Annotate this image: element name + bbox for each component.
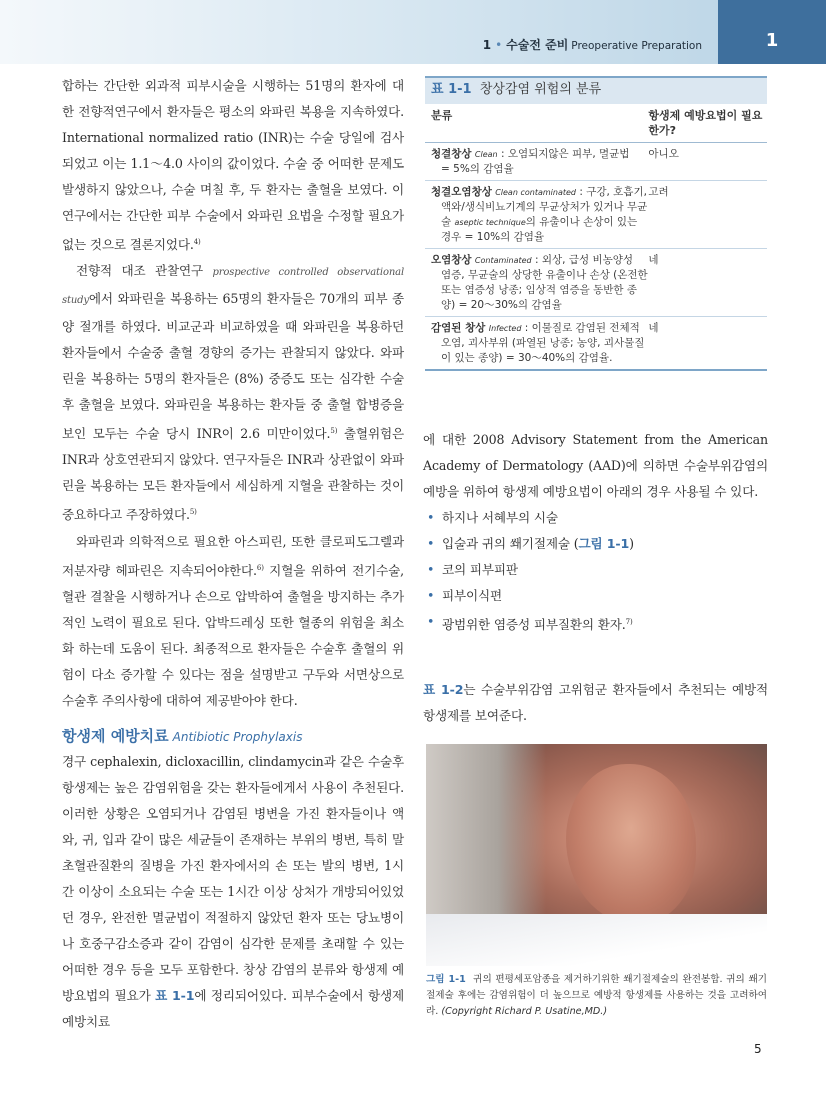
table-row (425, 249, 767, 317)
table-row (425, 181, 767, 249)
category-desc: : 외상, 급성 비농양성 (531, 254, 634, 266)
table-reference-link[interactable]: 표 1-1 (155, 988, 195, 1003)
chapter-number: 1 (482, 38, 492, 52)
category-en: Contaminated (474, 256, 532, 265)
category-en: Clean contaminated (495, 188, 576, 197)
paragraph (62, 749, 404, 1035)
table-row (425, 143, 767, 181)
paragraph-text: 와파린과 의학적으로 필요한 아스피린, 또한 클로피도그렐과 저분자량 헤파린은 지속되어야한다. (62, 533, 404, 578)
table-1-1 (425, 76, 767, 371)
prophylaxis-need: 네 (648, 322, 659, 334)
left-column-lower (62, 749, 404, 1035)
category-name: 감염된 창상 (431, 322, 486, 334)
caption-credit: (Copyright Richard P. Usatine,MD.) (441, 1006, 608, 1017)
category-desc: 염증, 무균술의 상당한 유출이나 손상 (온전한 또는 염증성 낭종; 임상적 염증을 동반한 종양) = 20～30%의 감염율 (441, 269, 648, 311)
paragraph-text: 에서 와파린을 복용하는 65명의 환자들은 70개의 피부 종양 절개를 하였다. 비교군과 비교하였을 때 와파린을 복용하던 환자들에서 수술중 출혈 경향의 증가는 관찰되지 않았다. 와파린을 복용하는 5명의 환자들은 (8%) 중증도 또는 심각한 수술후 출혈을 보였다. 와파린을 복용하는 환자들 중 출혈 합병증을 보인 모두는 수술 당시 INR이 2.6 미만이었다. (62, 291, 404, 442)
section-title-en: Antibiotic Prophylaxis (172, 730, 303, 744)
caption-text: 귀의 편평세포암종을 제거하기위한 쐐기절제술의 완전봉합. 귀의 쐐기절제술 후에는 감염위험이 더 높으므로 예방적 항생제를 사용하는 것을 고려하여라. (426, 974, 767, 1017)
paragraph (62, 73, 404, 258)
left-column (62, 73, 404, 714)
paragraph-text: 전향적 대조 관찰연구 (76, 263, 204, 279)
category-en: Clean (474, 150, 498, 159)
category-name: 오염창상 (431, 254, 472, 266)
table-row (425, 317, 767, 371)
category-desc: : 오염되지않은 피부, 멸균법 (497, 148, 630, 160)
reference-mark: 6) (256, 563, 264, 572)
paragraph-text: 에 정리되어있다. 피부수술에서 항생제 예방치료 (62, 988, 404, 1029)
category-desc: : 구강, 호흡기, (575, 186, 647, 198)
drape-region (426, 914, 767, 966)
category-en: aseptic technique (454, 218, 526, 227)
page-header (0, 0, 826, 64)
reference-mark: 7) (625, 618, 633, 626)
paragraph-text: 지혈을 위하여 전기수술, 혈관 결찰을 시행하거나 손으로 압박하여 출혈을 방지하는 추가적인 노력이 필요로 된다. 압박드레싱 또한 혈종의 위험을 최소화 하는데 도움이 된다. 최종적으로 환자들은 수술후 출혈의 위험이 다소 증가할 수 있다는 점을 설명받고 구두와 서면상으로 수술후 주의사항에 대하여 제공받아야 한다. (62, 562, 404, 708)
paragraph: 에 대한 2008 Advisory Statement from the American Academy of Dermatology (AAD)에 의하면 수술부위감염의 예방을 위하여 항생제 예방요법이 아래의 경우 사용될 수 있다. (423, 432, 768, 499)
category-desc: 오염, 괴사부위 (파열된 낭종; 농양, 괴사물질이 있는 종양) = 30～40%의 감염율. (441, 337, 645, 364)
category-desc: 액와/생식비뇨기계의 무균상처가 있거나 무균술 (441, 201, 648, 228)
category-en: Infected (488, 324, 522, 333)
bullet-list (423, 505, 768, 638)
chapter-title-ko: 수술전 준비 (506, 38, 569, 52)
prophylaxis-need: 아니오 (648, 148, 679, 160)
list-item-text: 코의 피부피판 (442, 562, 518, 577)
list-item (423, 557, 768, 583)
category-desc: = 5%의 감염율 (441, 163, 514, 175)
list-item-text: 입술과 귀의 쐐기절제술 ( (442, 536, 579, 551)
running-head (483, 36, 702, 53)
prophylaxis-need: 고려 (648, 186, 669, 198)
reference-mark: 5) (330, 427, 338, 436)
separator-dot: • (495, 38, 503, 52)
reference-mark: 4) (193, 238, 201, 246)
right-column-lower (423, 677, 768, 729)
list-item (423, 609, 768, 638)
list-item-text: 광범위한 염증성 피부질환의 환자. (442, 617, 626, 633)
ear-region (566, 764, 696, 924)
table-header (425, 104, 767, 143)
paragraph (62, 258, 404, 528)
figure-caption (426, 972, 767, 1020)
english-term: prospective controlled observational study (62, 267, 404, 307)
list-item (423, 505, 768, 531)
paragraph-text: 출혈위험은 INR과 상호연관되지 않았다. 연구자들은 INR과 상관없이 와파린을 복용하는 모든 환자들에서 세심하게 지혈을 관찰하는 것이 중요하다고 주장하였다. (62, 426, 404, 523)
page-number: 5 (754, 1042, 762, 1056)
prophylaxis-need: 네 (648, 254, 659, 266)
category-name: 청결오염창상 (431, 186, 492, 198)
right-column (423, 427, 768, 638)
category-desc: : 이물질로 감염된 전체적 (521, 322, 640, 334)
ear-wedge-excision-photo (426, 744, 767, 966)
section-heading (62, 725, 302, 746)
list-item (423, 583, 768, 609)
table-label: 표 1-1 (431, 82, 472, 97)
paragraph (62, 529, 404, 714)
paragraph-text: 경구 cephalexin, dicloxacillin, clindamycin과 같은 수술후 항생제는 높은 감염위험을 갖는 환자들에게서 사용이 추천된다. 이러한 상황은 오염되거나 감염된 병변을 가진 환자들이나 액와, 귀, 입과 같이 많은 세균들이 존재하는 부위의 병변, 특히 말초혈관질환의 질병을 가진 환자에서의 손 또는 발의 병변, 1시간 이상이 소요되는 수술 또는 1시간 이상 상처가 개방되어있었던 경우, 완전한 멸균법이 적절하지 않았던 환자 또는 당뇨병이나 호중구감소증과 같이 감염이 심각한 문제를 초래할 수 있는 어떠한 경우 등을 모두 포함한다. 창상 감염의 분류와 항생제 예방요법의 필요가 (62, 754, 404, 1003)
column-header: 분류 (431, 109, 453, 122)
figure-label: 그림 1-1 (426, 974, 466, 985)
table-reference-link[interactable]: 표 1-2 (423, 682, 464, 697)
reference-mark: 5) (189, 508, 197, 517)
list-item-text: 피부이식편 (442, 588, 503, 603)
table-title (425, 76, 767, 104)
section-title-ko: 항생제 예방치료 (62, 727, 169, 745)
list-item (423, 531, 768, 557)
column-header: 항생제 예방요법이 필요한가? (648, 109, 763, 137)
paragraph (423, 677, 768, 729)
figure-reference-link[interactable]: 그림 1-1 (578, 536, 630, 551)
paragraph-text: 합하는 간단한 외과적 피부시술을 시행하는 51명의 환자에 대한 전향적연구에서 환자들은 평소의 와파린 복용을 지속하였다. International normalized ratio (INR)는 수술 당일에 검사되었고 이는 1.1～4.0 사이의 값이었다. 수술 중 어떠한 문제도 발생하지 않았으나, 수술 며칠 후, 두 환자는 출혈을 보였다. 이 연구에서는 간단한 피부 수술에서 와파린 요법을 수정할 필요가 없는 것으로 결론지었다. (62, 78, 404, 253)
chapter-big-number: 1 (765, 30, 779, 51)
chapter-title-en: Preoperative Preparation (571, 40, 702, 52)
list-item-text: 하지나 서혜부의 시술 (442, 510, 558, 525)
category-desc: 의 유출이나 손상이 있는 경우 = 10%의 감염율 (441, 216, 638, 243)
category-name: 청결창상 (431, 148, 472, 160)
paragraph-text: 는 수술부위감염 고위험군 환자들에서 추천되는 예방적 항생제를 보여준다. (423, 682, 768, 723)
list-item-text: ) (629, 536, 634, 551)
table-title-text: 창상감염 위험의 분류 (479, 82, 602, 97)
